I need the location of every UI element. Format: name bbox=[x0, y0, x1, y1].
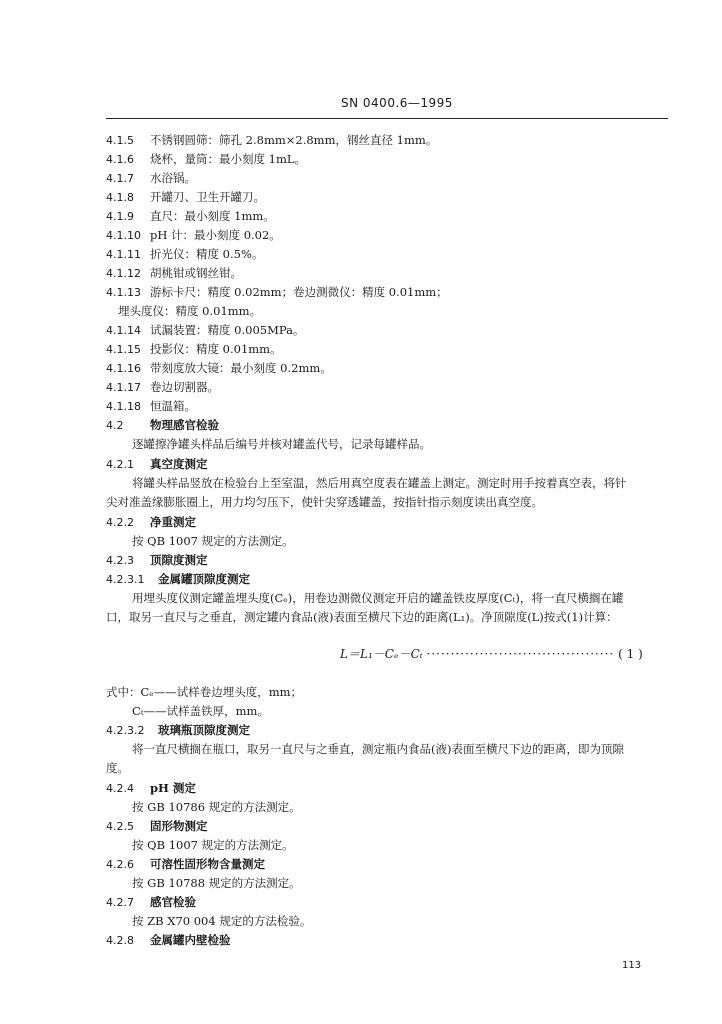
text-line bbox=[106, 932, 672, 949]
text-line bbox=[106, 265, 672, 282]
clause-number: 4.2.3.2 bbox=[106, 724, 145, 737]
text-line bbox=[106, 818, 672, 835]
clause-text: 用埋头度仪测定罐盖埋头度(Cₑ)，用卷边测微仪测定开启的罐盖铁皮厚度(Cₜ)，将一直尺横搁在罐 bbox=[132, 591, 624, 605]
clause-text: 度。 bbox=[106, 761, 129, 775]
text-line bbox=[106, 875, 698, 891]
clause-text: 直尺：最小刻度 1mm。 bbox=[150, 209, 275, 223]
text-line bbox=[106, 609, 672, 625]
text-line bbox=[106, 552, 672, 569]
clause-number: 4.2.5 bbox=[106, 820, 134, 833]
text-line bbox=[106, 436, 698, 452]
clause-text: Cₜ——试样盖铁厚，mm。 bbox=[132, 704, 269, 718]
clause-number: 4.2.4 bbox=[106, 782, 134, 795]
clause-text: 水浴锅。 bbox=[150, 171, 196, 185]
text-line bbox=[106, 590, 698, 606]
text-line bbox=[106, 417, 672, 434]
clause-text: 按 GB 10786 规定的方法测定。 bbox=[132, 800, 301, 814]
text-line bbox=[106, 684, 672, 700]
doc-header: SN 0400.6—1995 bbox=[341, 96, 453, 110]
text-line bbox=[106, 246, 672, 263]
page-number: 113 bbox=[622, 960, 642, 971]
clause-number: 4.1.7 bbox=[106, 172, 134, 185]
text-line bbox=[106, 514, 672, 531]
clause-text: 物理感官检验 bbox=[150, 418, 219, 432]
clause-number: 4.2.2 bbox=[106, 516, 134, 529]
clause-text: 玻璃瓶顶隙度测定 bbox=[158, 723, 250, 737]
text-line bbox=[106, 170, 672, 187]
text-line bbox=[106, 398, 672, 415]
clause-number: 4.2.3.1 bbox=[106, 573, 145, 586]
clause-text: 式中：Cₑ——试样卷边埋头度，mm； bbox=[106, 685, 303, 699]
clause-text: 试漏装置：精度 0.005MPa。 bbox=[150, 323, 305, 337]
text-line bbox=[106, 856, 672, 873]
clause-number: 4.2 bbox=[106, 419, 124, 432]
clause-number: 4.1.5 bbox=[106, 134, 134, 147]
text-line bbox=[106, 379, 672, 396]
clause-text: 净重测定 bbox=[150, 515, 196, 529]
text-line bbox=[106, 722, 672, 739]
text-line bbox=[106, 151, 672, 168]
clause-text: 尖对准盖缘膨胀圈上，用力均匀压下，使针尖穿透罐盖，按指针指示刻度读出真空度。 bbox=[106, 495, 543, 509]
clause-text: 恒温箱。 bbox=[150, 399, 196, 413]
text-line bbox=[106, 533, 698, 549]
text-line bbox=[106, 894, 672, 911]
clause-text: 将罐头样品竖放在检验台上至室温，然后用真空度表在罐盖上测定。测定时用手按着真空表，将针 bbox=[132, 476, 627, 490]
clause-number: 4.1.15 bbox=[106, 343, 141, 356]
clause-number: 4.1.17 bbox=[106, 381, 141, 394]
text-line bbox=[106, 341, 672, 358]
clause-text: 按 ZB X70 004 规定的方法检验。 bbox=[132, 914, 312, 928]
text-line bbox=[106, 780, 672, 797]
clause-text: 按 QB 1007 规定的方法测定。 bbox=[132, 838, 294, 852]
clause-text: 带刻度放大镜：最小刻度 0.2mm。 bbox=[150, 361, 332, 375]
clause-text: pH 计：最小刻度 0.02。 bbox=[150, 228, 281, 242]
clause-text: 按 QB 1007 规定的方法测定。 bbox=[132, 534, 294, 548]
text-line bbox=[106, 475, 698, 491]
clause-number: 4.2.3 bbox=[106, 554, 134, 567]
text-line bbox=[106, 189, 672, 206]
clause-text: 胡桃钳或钢丝钳。 bbox=[150, 266, 242, 280]
clause-text: 金属罐顶隙度测定 bbox=[158, 572, 250, 586]
clause-text: 按 GB 10788 规定的方法测定。 bbox=[132, 876, 301, 890]
clause-text: 固形物测定 bbox=[150, 819, 208, 833]
header-rule bbox=[106, 118, 668, 119]
clause-text: 开罐刀、卫生开罐刀。 bbox=[150, 190, 265, 204]
clause-text: 顶隙度测定 bbox=[150, 553, 208, 567]
text-line bbox=[106, 303, 684, 319]
clause-number: 4.1.11 bbox=[106, 248, 141, 261]
text-line bbox=[106, 227, 672, 244]
clause-number: 4.1.18 bbox=[106, 400, 141, 413]
text-line bbox=[106, 703, 698, 719]
clause-number: 4.1.14 bbox=[106, 324, 141, 337]
formula-leader: ······································· bbox=[426, 647, 615, 661]
clause-text: 烧杯，量筒：最小刻度 1mL。 bbox=[150, 152, 307, 166]
clause-text: 投影仪：精度 0.01mm。 bbox=[150, 342, 282, 356]
text-line bbox=[106, 913, 698, 929]
text-line bbox=[106, 571, 672, 588]
clause-text: 游标卡尺：精度 0.02mm；卷边测微仪：精度 0.01mm； bbox=[150, 285, 448, 299]
clause-text: 折光仪：精度 0.5%。 bbox=[150, 247, 264, 261]
text-line bbox=[106, 760, 672, 776]
clause-number: 4.2.8 bbox=[106, 934, 134, 947]
clause-text: 将一直尺横搁在瓶口，取另一直尺与之垂直，测定瓶内食品(液)表面至横尺下边的距离，即为顶隙 bbox=[132, 742, 624, 756]
clause-number: 4.2.7 bbox=[106, 896, 134, 909]
clause-text: 感官检验 bbox=[150, 895, 196, 909]
text-line bbox=[106, 208, 672, 225]
text-line bbox=[106, 741, 698, 757]
clause-text: 金属罐内壁检验 bbox=[150, 933, 231, 947]
clause-number: 4.2.1 bbox=[106, 458, 134, 471]
clause-text: 不锈钢圆筛：筛孔 2.8mm×2.8mm，钢丝直径 1mm。 bbox=[150, 133, 438, 147]
clause-text: 真空度测定 bbox=[150, 457, 208, 471]
clause-text: 卷边切割器。 bbox=[150, 380, 219, 394]
formula-expression: L＝L₁－Cₑ－Cₜ bbox=[340, 647, 423, 661]
clause-text: 口，取另一直尺与之垂直，测定罐内食品(液)表面至横尺下边的距离(L₁)。净顶隙度(L)按式(1)计算： bbox=[106, 610, 618, 624]
text-line bbox=[106, 322, 672, 339]
clause-number: 4.1.9 bbox=[106, 210, 134, 223]
formula-number: ( 1 ) bbox=[618, 647, 643, 661]
clause-text: 逐罐擦净罐头样品后编号并核对罐盖代号，记录每罐样品。 bbox=[132, 437, 431, 451]
text-line bbox=[106, 132, 672, 149]
clause-number: 4.1.8 bbox=[106, 191, 134, 204]
clause-number: 4.1.12 bbox=[106, 267, 141, 280]
clause-text: 可溶性固形物含量测定 bbox=[150, 857, 265, 871]
clause-text: 埋头度仪：精度 0.01mm。 bbox=[118, 304, 262, 318]
clause-number: 4.1.13 bbox=[106, 286, 141, 299]
text-line bbox=[106, 494, 672, 510]
clause-number: 4.1.6 bbox=[106, 153, 134, 166]
text-line bbox=[106, 837, 698, 853]
clause-number: 4.1.16 bbox=[106, 362, 141, 375]
formula-1 bbox=[340, 645, 643, 662]
clause-number: 4.2.6 bbox=[106, 858, 134, 871]
text-line bbox=[106, 284, 672, 301]
text-line bbox=[106, 456, 672, 473]
clause-number: 4.1.10 bbox=[106, 229, 141, 242]
text-line bbox=[106, 799, 698, 815]
text-line bbox=[106, 360, 672, 377]
clause-text: pH 测定 bbox=[150, 781, 196, 795]
